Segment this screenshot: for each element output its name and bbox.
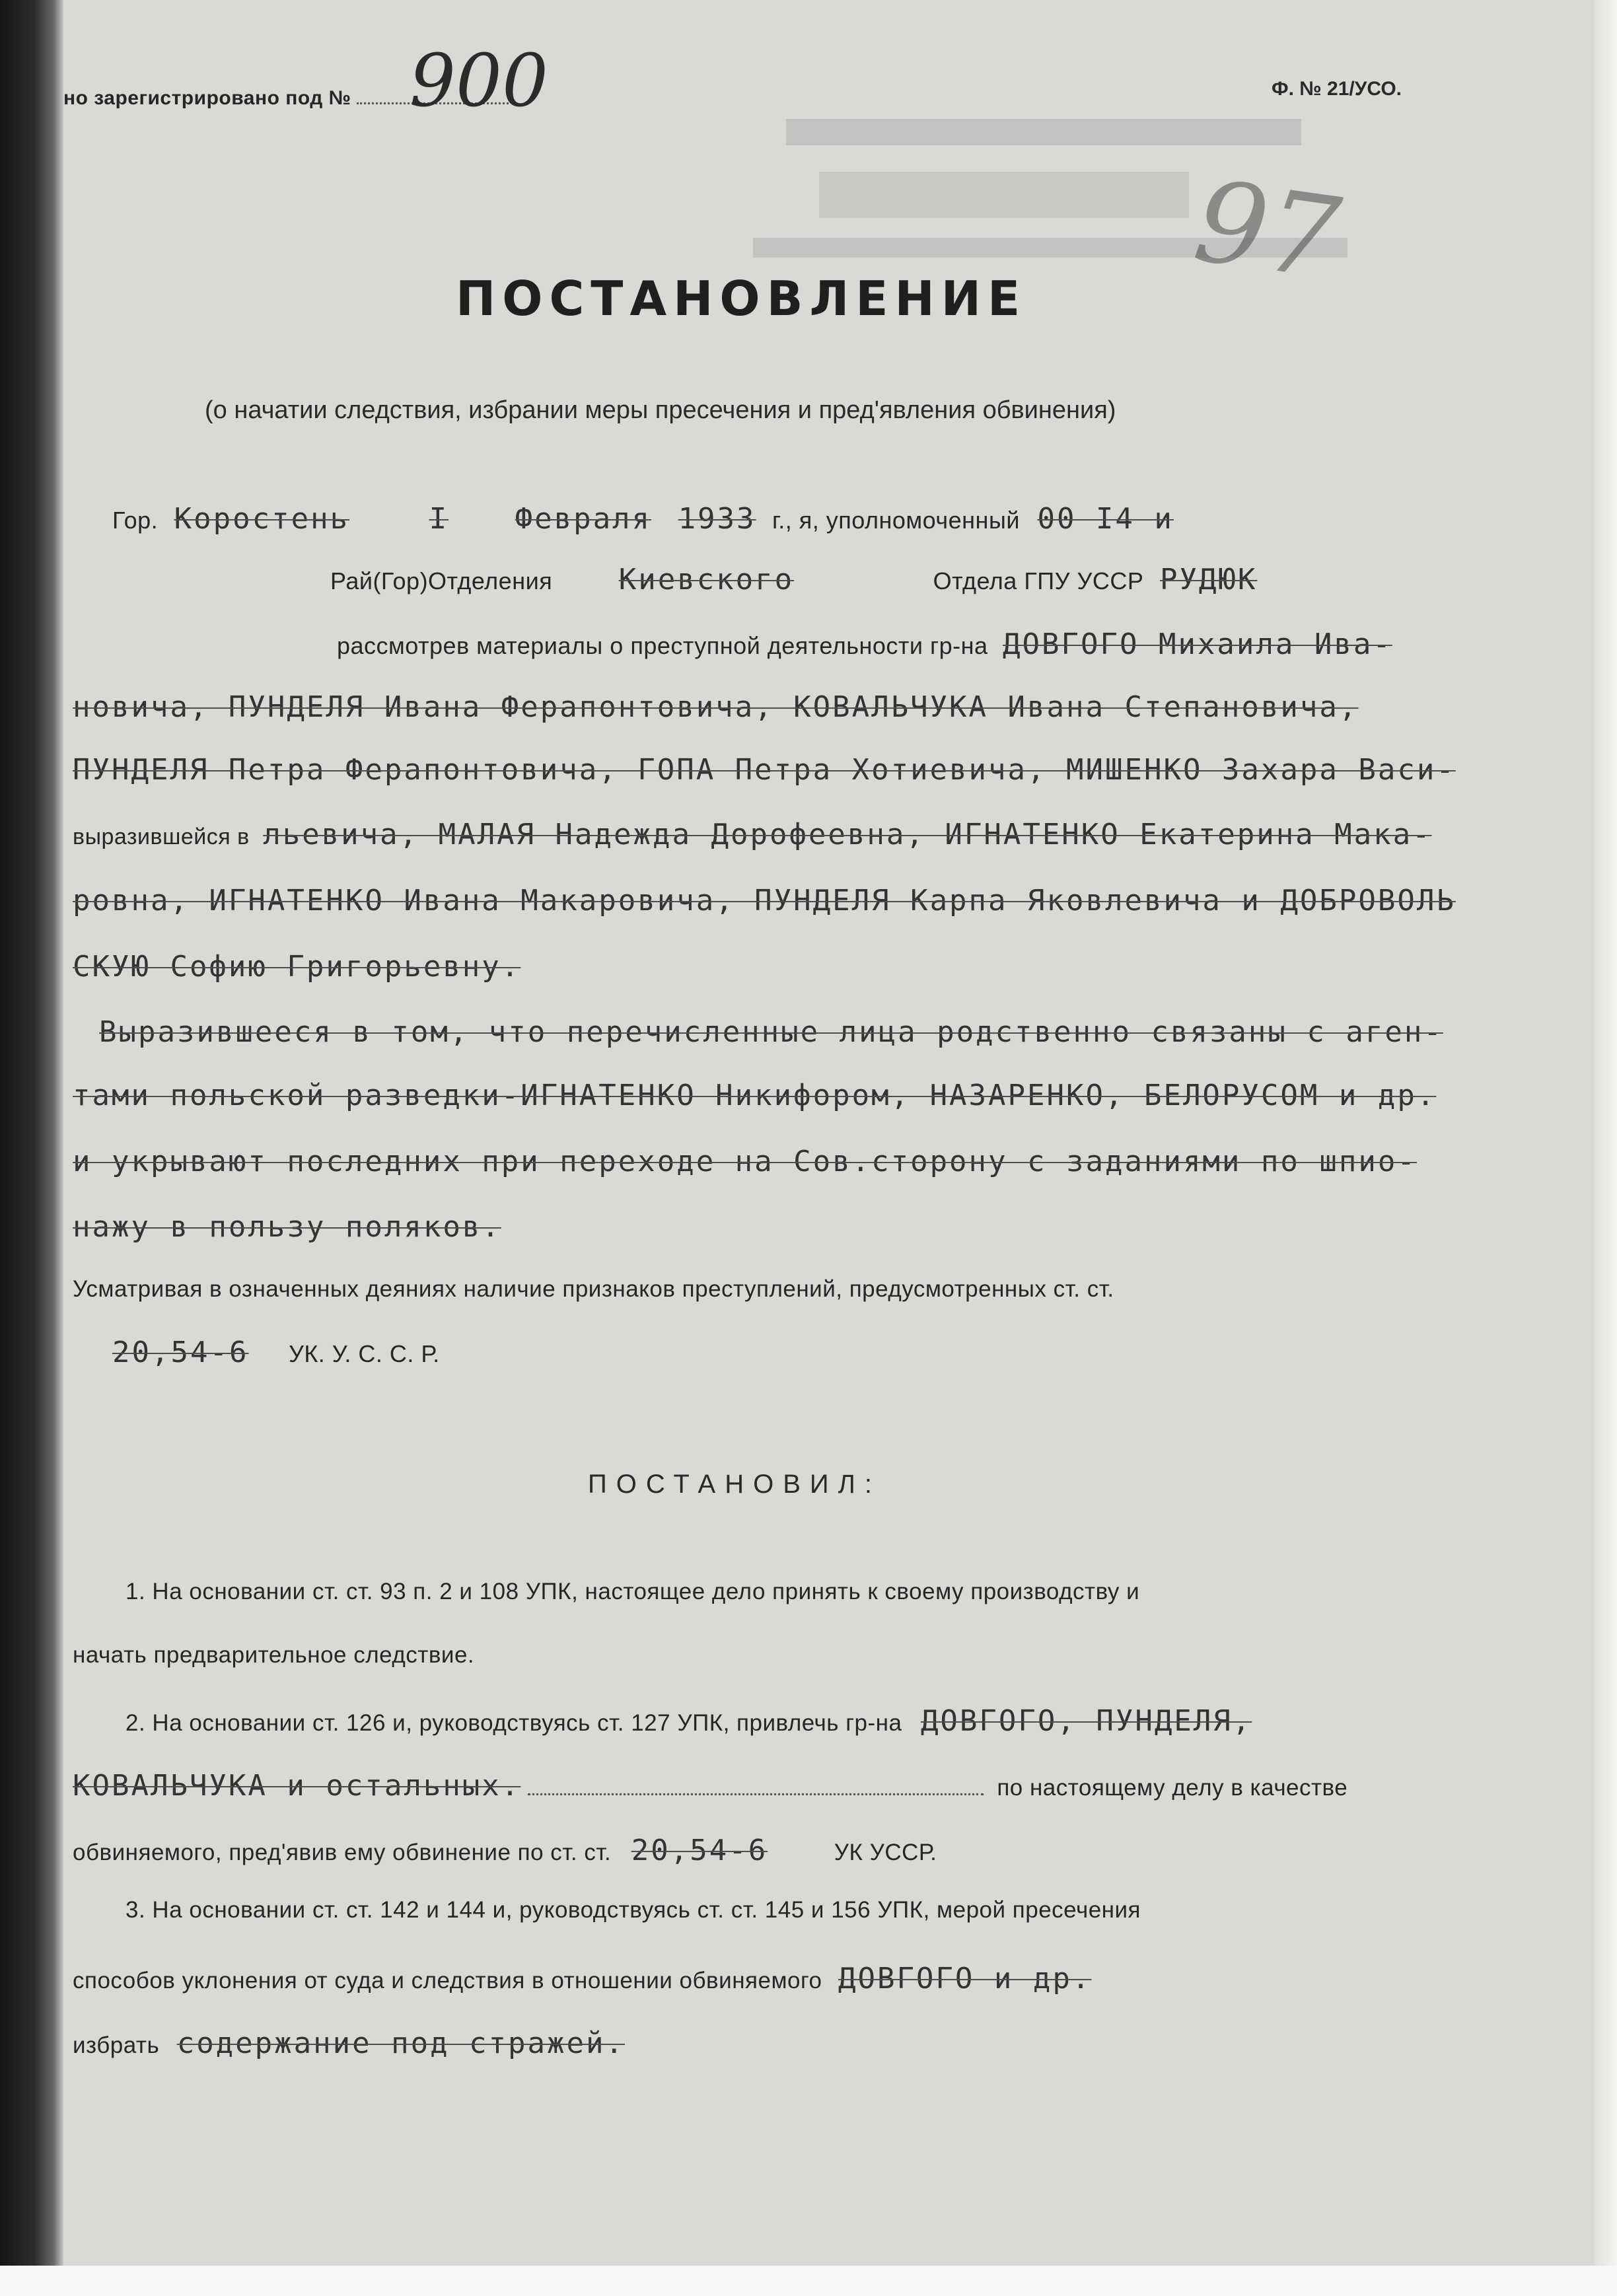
officer-name: РУДЮК: [1159, 563, 1258, 596]
clause-3-line-2-value: ДОВГОГО и др.: [838, 1962, 1092, 1995]
suspects-line-4: ровна, ИГНАТЕНКО Ивана Макаровича, ПУНДЕЛЯ Карпа Яковлевича и ДОБРОВОЛЬ: [73, 884, 1456, 917]
clause-3-line-2-label: способов уклонения от суда и следствия в отношении обвиняемого: [73, 1968, 822, 1993]
review-label: рассмотрев материалы о преступной деятельности гр-на: [337, 632, 988, 659]
clause-2-line-2-label: по настоящему делу в качестве: [997, 1775, 1348, 1801]
review-value: ДОВГОГО Михаила Ива-: [1003, 628, 1392, 661]
clause-2-line-1-value: ДОВГОГО, ПУНДЕЛЯ,: [920, 1704, 1252, 1738]
decision-heading: ПОСТАНОВИЛ:: [588, 1470, 881, 1499]
clause-2-line-1: [126, 1704, 1252, 1738]
articles-code: УК. У. С. С. Р.: [288, 1340, 440, 1367]
year-suffix: г., я, уполномоченный: [772, 507, 1020, 534]
clause-2-line-3-label: обвиняемого, пред'явив ему обвинение по ст. ст.: [73, 1840, 612, 1865]
clause-3-line-3-label: избрать: [73, 2032, 160, 2058]
year-value: 1933: [678, 502, 756, 536]
day-value: І: [429, 502, 449, 536]
intro-review-line: [337, 628, 1392, 661]
district-value: Киевского: [618, 563, 795, 596]
registration-number: 900: [410, 38, 548, 123]
intro-district-line: [330, 563, 1257, 596]
articles-line: [112, 1336, 440, 1369]
clause-2-line-2: [73, 1769, 1348, 1803]
clause-3-line-2: [73, 1962, 1091, 1995]
district-label: Рай(Гор)Отделения: [330, 567, 553, 594]
clause-3-line-3: [73, 2027, 625, 2060]
officer-dept: 00 І4 и: [1037, 502, 1174, 536]
department-label: Отдела ГПУ УССР: [933, 567, 1144, 594]
binding-shadow: [0, 0, 63, 2296]
clause-2-line-3-value: 20,54-6: [631, 1834, 768, 1867]
clause-1-line-2: начать предварительное следствие.: [73, 1642, 475, 1668]
suspects-line-1: новича, ПУНДЕЛЯ Ивана Ферапонтовича, КОВАЛЬЧУКА Ивана Степановича,: [73, 690, 1359, 724]
handwritten-archive-number: 97: [1187, 155, 1348, 306]
suspects-line-2: ПУНДЕЛЯ Петра Ферапонтовича, ГОПА Петра Хотиевича, МИШЕНКО Захара Васи-: [73, 753, 1456, 787]
articles-label: Усматривая в означенных деяниях наличие признаков преступлений, предусмотренных ст. ст.: [73, 1276, 1114, 1302]
clause-2-line-2-fill: [528, 1788, 984, 1795]
month-value: Февраля: [515, 502, 652, 536]
articles-value: 20,54-6: [112, 1336, 249, 1369]
form-number: Ф. № 21/УСО.: [1272, 78, 1402, 100]
clause-2-line-1-label: 2. На основании ст. 126 и, руководствуясь ст. 127 УПК, привлечь гр-на: [126, 1710, 902, 1736]
clause-2-line-2-value: КОВАЛЬЧУКА и остальных.: [73, 1769, 521, 1803]
intro-city-line: [112, 502, 1174, 536]
page-edge: [1595, 0, 1617, 2296]
suspects-line-3: [73, 818, 1432, 851]
scan-margin: [0, 2266, 1617, 2296]
city-value: Коростень: [174, 502, 350, 536]
clause-2-line-3: [73, 1834, 937, 1867]
clause-3-line-1: 3. На основании ст. ст. 142 и 144 и, руководствуясь ст. ст. 145 и 156 УПК, мерой пресечения: [126, 1897, 1141, 1923]
document-subtitle: (о начатии следствия, избрании меры пресечения и пред'явления обвинения): [205, 396, 1116, 424]
registration-label: но зарегистрировано под №: [63, 87, 351, 109]
suspects-line-5: СКУЮ Софию Григорьевну.: [73, 950, 521, 984]
city-label: Гор.: [112, 507, 159, 534]
crime-line-3: и укрывают последних при переходе на Сов.сторону с заданиями по шпио-: [73, 1145, 1417, 1178]
crime-line-2: тами польской разведки-ИГНАТЕНКО Никифором, НАЗАРЕНКО, БЕЛОРУСОМ и др.: [73, 1079, 1437, 1112]
crime-line-4: нажу в пользу поляков.: [73, 1210, 501, 1244]
clause-3-line-3-value: содержание под стражей.: [176, 2027, 625, 2060]
suspects-line-3-value: льевича, МАЛАЯ Надежда Дорофеевна, ИГНАТЕНКО Екатерина Мака-: [263, 818, 1432, 851]
suspects-line-3-label: выразившейся в: [73, 824, 250, 849]
crime-line-1: Выразившееся в том, что перечисленные лица родственно связаны с аген-: [99, 1015, 1443, 1049]
clause-1-line-1: 1. На основании ст. ст. 93 п. 2 и 108 УПК, настоящее дело принять к своему производству и: [126, 1579, 1140, 1604]
document-title: ПОСТАНОВЛЕНИЕ: [456, 271, 1027, 326]
clause-2-line-3-code: УК УССР.: [834, 1840, 937, 1865]
